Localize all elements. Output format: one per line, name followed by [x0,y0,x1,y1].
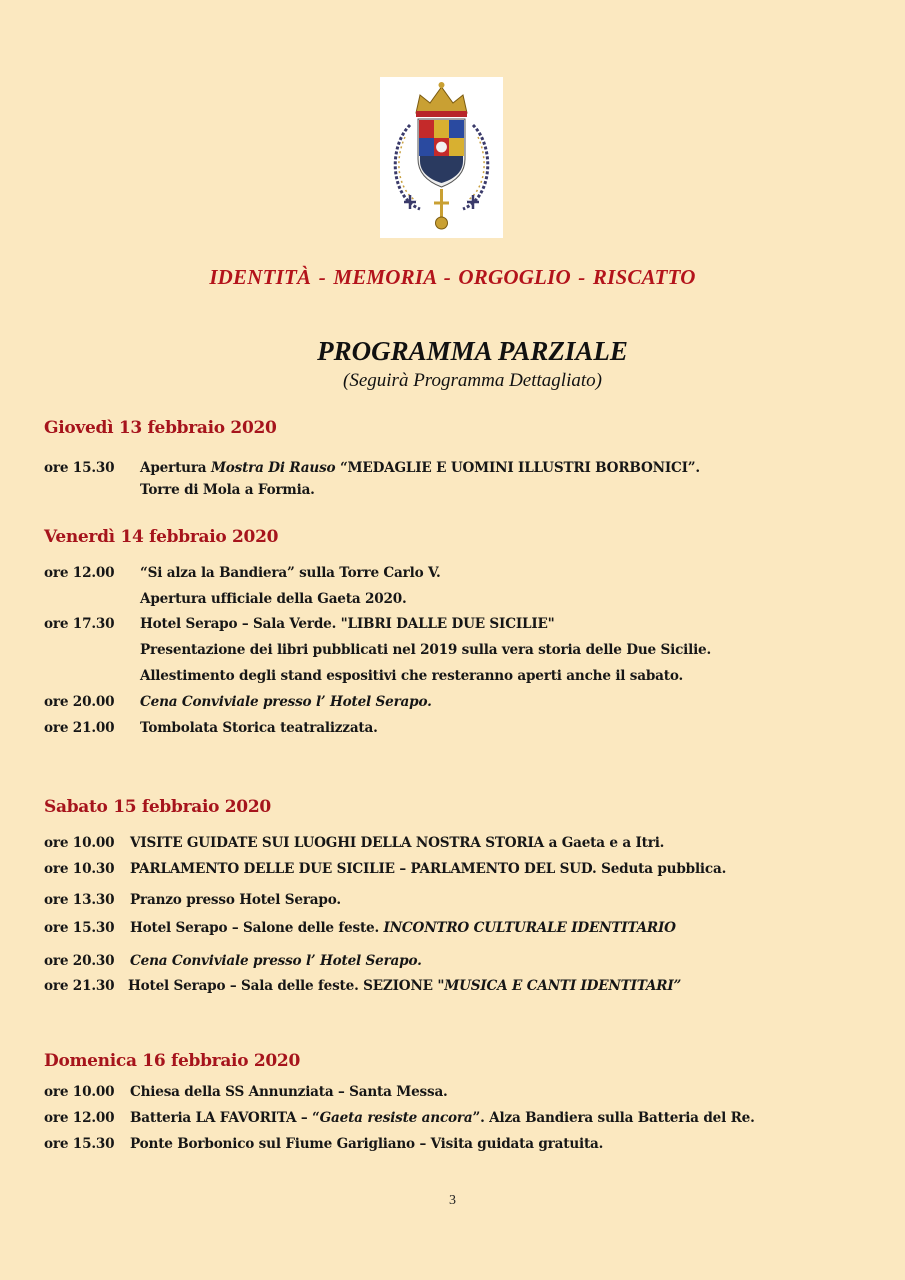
royal-coat-of-arms-icon [380,77,503,238]
day-heading: Domenica 16 febbraio 2020 [44,1051,300,1071]
event-time: ore 10.30 [44,861,115,877]
event-time: ore 21.00 [44,720,115,736]
event-time: ore 20.00 [44,694,115,710]
schedule-row [44,694,432,710]
event-time: ore 20.30 [44,953,115,969]
event-time: ore 10.00 [44,1084,115,1100]
event-text: “MEDAGLIE E UOMINI ILLUSTRI BORBONICI”. [335,460,700,476]
event-text: Apertura [140,460,211,476]
event-text-italic: "MUSICA E CANTI IDENTITARI” [437,978,682,994]
page-title: PROGRAMMA PARZIALE [317,336,628,366]
schedule-row [44,616,555,632]
event-text: ”. Alza Bandiera sulla Batteria del Re. [472,1110,755,1126]
event-text-italic: INCONTRO CULTURALE IDENTITARIO [383,920,676,936]
event-time: ore 12.00 [44,565,115,581]
event-text: Hotel Serapo – Sala delle feste. SEZIONE [128,978,438,994]
schedule-row-continued: Presentazione dei libri pubblicati nel 2019 sulla vera storia delle Due Sicilie. [140,642,712,658]
schedule-row [44,720,378,736]
event-text: Chiesa della SS Annunziata – Santa Messa. [130,1084,448,1100]
schedule-row [44,1110,755,1126]
motto: IDENTITÀ - MEMORIA - ORGOGLIO - RISCATTO [209,265,696,289]
event-text: PARLAMENTO DELLE DUE SICILIE – PARLAMENTO DEL SUD. Seduta pubblica. [130,861,727,877]
day-heading: Venerdì 14 febbraio 2020 [44,527,279,547]
schedule-row [44,460,700,476]
event-time: ore 10.00 [44,835,115,851]
event-time: ore 13.30 [44,892,115,908]
schedule-row-continued: Torre di Mola a Formia. [140,482,315,498]
schedule-row [44,892,341,908]
event-text: Tombolata Storica teatralizzata. [140,720,378,736]
schedule-row-continued: Apertura ufficiale della Gaeta 2020. [140,591,407,607]
event-text: Pranzo presso Hotel Serapo. [130,892,341,908]
event-text: “Si alza la Bandiera” sulla Torre Carlo V. [140,565,441,581]
event-text: VISITE GUIDATE SUI LUOGHI DELLA NOSTRA STORIA a Gaeta e a Itri. [130,835,665,851]
event-time: ore 15.30 [44,460,115,476]
schedule-row [44,920,676,936]
schedule-row [44,978,682,994]
event-time: ore 17.30 [44,616,115,632]
event-text: Hotel Serapo – Salone delle feste. [130,920,384,936]
schedule-row-continued: Allestimento degli stand espositivi che resteranno aperti anche il sabato. [140,668,684,684]
event-text: Cena Conviviale presso l’ Hotel Serapo. [130,953,422,969]
schedule-row [44,565,441,581]
event-text: Batteria LA FAVORITA – “ [130,1110,320,1126]
event-time: ore 12.00 [44,1110,115,1126]
schedule-row [44,1136,604,1152]
event-time: ore 15.30 [44,1136,115,1152]
event-text: Cena Conviviale presso l’ Hotel Serapo. [140,694,432,710]
page-number: 3 [449,1193,456,1208]
event-time: ore 15.30 [44,920,115,936]
day-heading: Sabato 15 febbraio 2020 [44,797,271,817]
schedule-row [44,953,422,969]
schedule-row [44,835,665,851]
event-text: Hotel Serapo – Sala Verde. "LIBRI DALLE DUE SICILIE" [140,616,555,632]
event-text: Ponte Borbonico sul Fiume Garigliano – Visita guidata gratuita. [130,1136,604,1152]
event-time: ore 21.30 [44,978,115,994]
schedule-row [44,1084,448,1100]
page-subtitle: (Seguirà Programma Dettagliato) [343,370,602,391]
day-heading: Giovedì 13 febbraio 2020 [44,418,277,438]
event-text-italic: Gaeta resiste ancora [319,1110,473,1126]
schedule-row [44,861,727,877]
event-text-italic: Mostra Di Rauso [210,460,336,476]
